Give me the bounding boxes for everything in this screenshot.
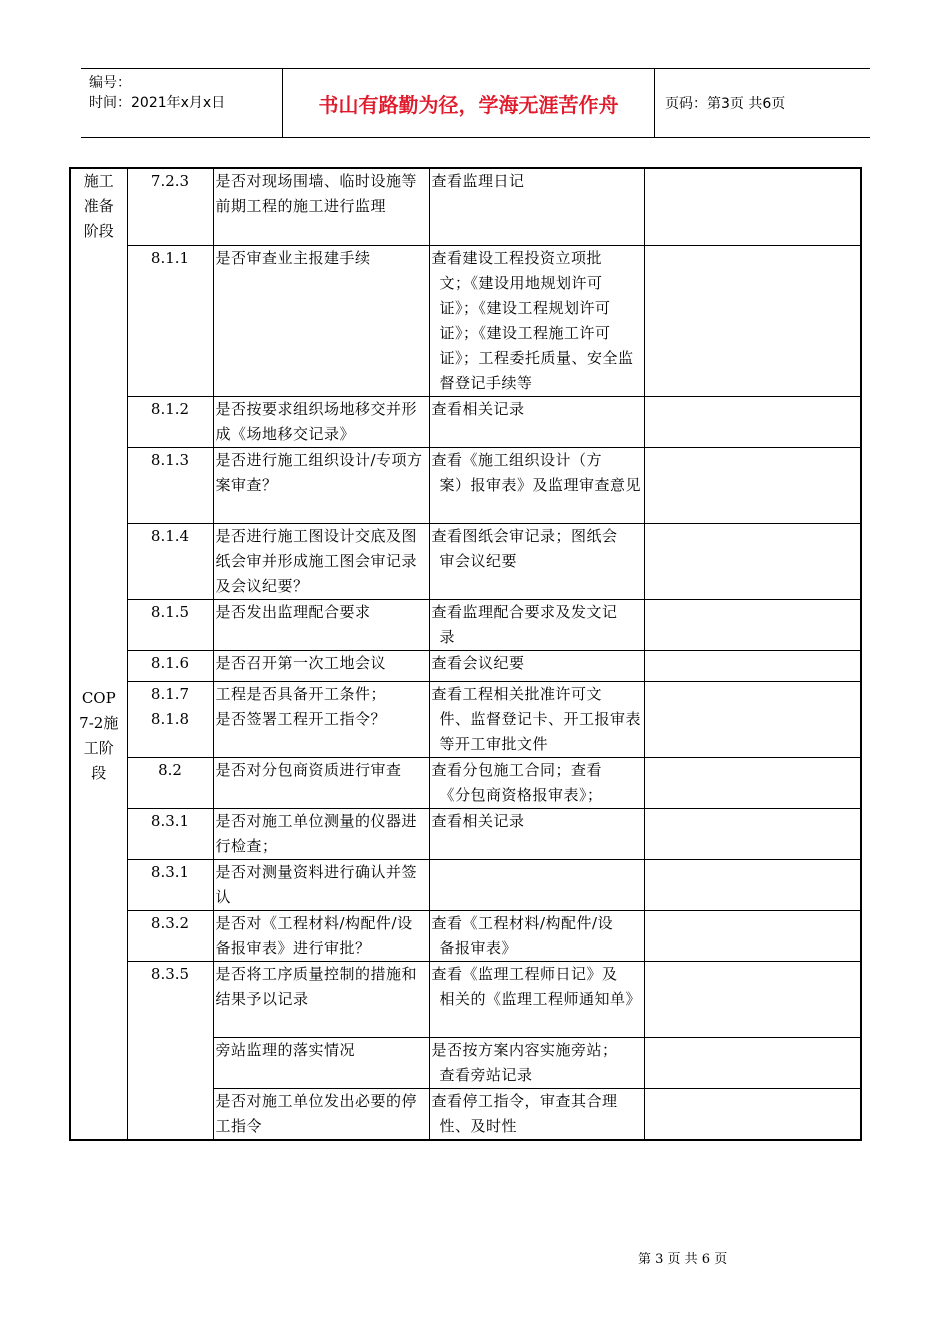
check-question: 工程是否具备开工条件； 是否签署工程开工指令？ bbox=[213, 681, 429, 757]
table-row bbox=[70, 910, 861, 961]
check-method: 查看会议纪要 bbox=[429, 650, 644, 681]
check-question: 是否按要求组织场地移交并形成《场地移交记录》 bbox=[213, 396, 429, 447]
clause-number: 7.2.3 bbox=[127, 168, 213, 245]
result-cell bbox=[644, 961, 861, 1037]
result-cell bbox=[644, 168, 861, 245]
stage-label: COP7-2施工阶段 bbox=[79, 689, 119, 782]
clause-number: 8.1.1 bbox=[127, 245, 213, 396]
table-row bbox=[70, 396, 861, 447]
check-question: 是否对施工单位发出必要的停工指令 bbox=[213, 1088, 429, 1140]
stage-column bbox=[70, 168, 127, 1140]
result-cell bbox=[644, 757, 861, 808]
check-method: 查看《施工组织设计（方 案）报审表》及监理审查意见 bbox=[429, 447, 644, 523]
clause-number: 8.3.2 bbox=[127, 910, 213, 961]
table-row bbox=[70, 859, 861, 910]
check-question: 是否审查业主报建手续 bbox=[213, 245, 429, 396]
table-row bbox=[70, 447, 861, 523]
result-cell bbox=[644, 1088, 861, 1140]
header-divider bbox=[654, 69, 655, 137]
check-method: 查看监理配合要求及发文记 录 bbox=[429, 599, 644, 650]
result-cell bbox=[644, 1037, 861, 1088]
clause-number: 8.3.5 bbox=[127, 961, 213, 1140]
table-row bbox=[70, 961, 861, 1037]
check-method: 查看相关记录 bbox=[429, 396, 644, 447]
code-label: 编号： bbox=[89, 75, 131, 91]
check-method: 查看《监理工程师日记》及 相关的《监理工程师通知单》 bbox=[429, 961, 644, 1037]
page-header bbox=[81, 68, 870, 138]
result-cell bbox=[644, 396, 861, 447]
check-method: 查看停工指令，审查其合理 性、及时性 bbox=[429, 1088, 644, 1140]
check-question: 是否进行施工图设计交底及图纸会审并形成施工图会审记录及会议纪要？ bbox=[213, 523, 429, 599]
table-row bbox=[70, 523, 861, 599]
check-question: 是否进行施工组织设计/专项方案审查？ bbox=[213, 447, 429, 523]
table-row bbox=[70, 650, 861, 681]
check-method: 查看《工程材料/构配件/设 备报审表》 bbox=[429, 910, 644, 961]
check-question: 是否召开第一次工地会议 bbox=[213, 650, 429, 681]
table-row bbox=[70, 168, 861, 245]
table-row bbox=[70, 808, 861, 859]
check-method: 查看分包施工合同；查看 《分包商资格报审表》； bbox=[429, 757, 644, 808]
check-question: 是否对分包商资质进行审查 bbox=[213, 757, 429, 808]
table-row bbox=[70, 599, 861, 650]
header-page-label: 页码：第3页 共6页 bbox=[665, 96, 786, 112]
table-row bbox=[70, 681, 861, 757]
time-label: 时间：2021年x月x日 bbox=[89, 95, 226, 111]
clause-number: 8.1.6 bbox=[127, 650, 213, 681]
check-method: 查看工程相关批准许可文 件、监督登记卡、开工报审表等开工审批文件 bbox=[429, 681, 644, 757]
clause-number: 8.1.4 bbox=[127, 523, 213, 599]
table-row bbox=[70, 245, 861, 396]
header-left bbox=[89, 73, 279, 113]
clause-number: 8.1.7 8.1.8 bbox=[127, 681, 213, 757]
result-cell bbox=[644, 447, 861, 523]
check-method: 查看建设工程投资立项批 文；《建设用地规划许可证》；《建设工程规划许可证》；《建设工程施工许可证》；工程委托质量、安全监督登记手续等 bbox=[429, 245, 644, 396]
check-method bbox=[429, 859, 644, 910]
check-question: 是否对现场围墙、临时设施等前期工程的施工进行监理 bbox=[213, 168, 429, 245]
result-cell bbox=[644, 523, 861, 599]
result-cell bbox=[644, 650, 861, 681]
table-row bbox=[70, 757, 861, 808]
check-method: 查看相关记录 bbox=[429, 808, 644, 859]
supervision-checklist-table bbox=[69, 167, 862, 1141]
check-method: 查看图纸会审记录；图纸会 审会议纪要 bbox=[429, 523, 644, 599]
result-cell bbox=[644, 910, 861, 961]
check-question: 是否发出监理配合要求 bbox=[213, 599, 429, 650]
clause-number: 8.1.3 bbox=[127, 447, 213, 523]
result-cell bbox=[644, 681, 861, 757]
result-cell bbox=[644, 245, 861, 396]
result-cell bbox=[644, 808, 861, 859]
check-question: 是否对测量资料进行确认并签认 bbox=[213, 859, 429, 910]
stage-label: 施工准备阶段 bbox=[83, 172, 114, 240]
header-motto: 书山有路勤为径，学海无涯苦作舟 bbox=[318, 92, 619, 117]
check-question: 是否对施工单位测量的仪器进行检查； bbox=[213, 808, 429, 859]
clause-number: 8.3.1 bbox=[127, 808, 213, 859]
clause-number: 8.3.1 bbox=[127, 859, 213, 910]
check-method: 查看监理日记 bbox=[429, 168, 644, 245]
result-cell bbox=[644, 859, 861, 910]
check-method: 是否按方案内容实施旁站； 查看旁站记录 bbox=[429, 1037, 644, 1088]
check-question: 是否对《工程材料/构配件/设备报审表》进行审批？ bbox=[213, 910, 429, 961]
clause-number: 8.1.2 bbox=[127, 396, 213, 447]
check-question: 是否将工序质量控制的措施和结果予以记录 bbox=[213, 961, 429, 1037]
clause-number: 8.1.5 bbox=[127, 599, 213, 650]
result-cell bbox=[644, 599, 861, 650]
clause-number: 8.2 bbox=[127, 757, 213, 808]
page-footer: 第 3 页 共 6 页 bbox=[638, 1252, 728, 1267]
check-question: 旁站监理的落实情况 bbox=[213, 1037, 429, 1088]
